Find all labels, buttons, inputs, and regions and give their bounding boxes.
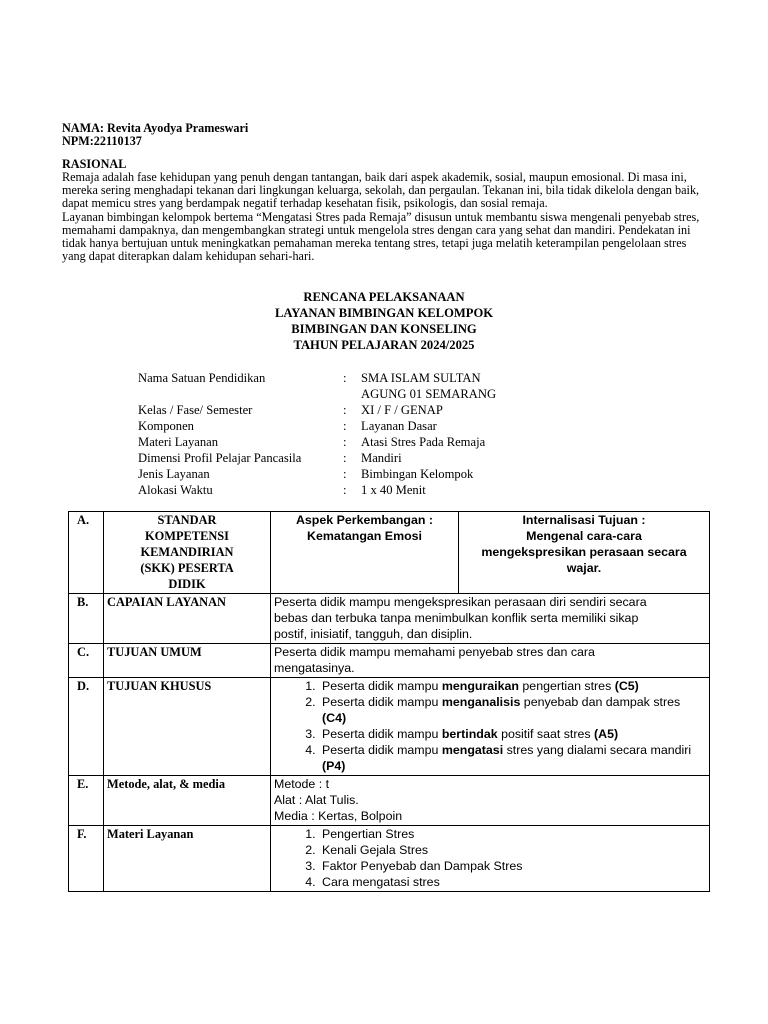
info-row: [138, 482, 658, 498]
info-value: XI / F / GENAP: [361, 403, 443, 417]
list-item: 3. Faktor Penyebab dan Dampak Stres: [319, 858, 706, 874]
row-content: Peserta didik mampu memahami penyebab stres dan cara mengatasinya.: [271, 644, 710, 678]
row-code: C.: [69, 644, 104, 678]
info-label: Dimensi Profil Pelajar Pancasila: [138, 451, 302, 465]
rasional-body: [62, 171, 712, 263]
student-npm: NPM:22110137: [62, 134, 142, 148]
info-value: Layanan Dasar: [361, 419, 437, 433]
info-row: [138, 450, 658, 466]
info-separator: :: [343, 371, 347, 385]
info-separator: :: [343, 451, 347, 465]
info-row: [138, 434, 658, 450]
objectives-list: [274, 678, 706, 774]
row-label: Materi Layanan: [104, 826, 271, 892]
info-value: 1 x 40 Menit: [361, 483, 426, 497]
material-list: [274, 826, 706, 890]
table-row: [69, 644, 710, 678]
title-line: LAYANAN BIMBINGAN KELOMPOK: [274, 306, 494, 320]
row-label: CAPAIAN LAYANAN: [104, 594, 271, 644]
row-code: B.: [69, 594, 104, 644]
title-line: RENCANA PELAKSANAAN: [303, 290, 465, 304]
row-code: A.: [69, 512, 104, 594]
list-item: 4. Cara mengatasi stres: [319, 874, 706, 890]
title-line: BIMBINGAN DAN KONSELING: [291, 322, 477, 336]
rasional-paragraph-1: Remaja adalah fase kehidupan yang penuh dengan tantangan, baik dari aspek akademik, sosial, maupun emosional. Di masa ini, mereka sering menghadapi tekanan dari lingkungan keluarga, sekolah, dan pergaulan. Tekanan ini, bila tidak dikelola dengan baik, dapat memicu stres yang berdampak negatif terhadap kesehatan fisik, psikologis, dan sosial remaja.: [62, 170, 700, 211]
table-row: [69, 826, 710, 892]
info-row: [138, 370, 658, 402]
rasional-heading: RASIONAL: [62, 157, 127, 171]
document-title: [0, 289, 768, 353]
row-content: Metode : t Alat : Alat Tulis. Media : Kertas, Bolpoin: [271, 776, 710, 826]
aspek-cell: Aspek Perkembangan : Kematangan Emosi: [271, 512, 459, 594]
row-content: [271, 826, 710, 892]
info-value: Mandiri: [361, 451, 402, 465]
row-content: Peserta didik mampu mengekspresikan perasaan diri sendiri secara bebas dan terbuka tanpa menimbulkan konflik serta memiliki sikap postif, inisiatif, tangguh, dan disiplin.: [271, 594, 710, 644]
skk-cell: STANDAR KOMPETENSI KEMANDIRIAN (SKK) PESERTA DIDIK: [104, 512, 271, 594]
list-item: 4. Peserta didik mampu mengatasi stres yang dialami secara mandiri (P4): [319, 742, 706, 774]
list-item: 3. Peserta didik mampu bertindak positif saat stres (A5): [319, 726, 706, 742]
table-row: [69, 678, 710, 776]
info-label: Nama Satuan Pendidikan: [138, 371, 266, 385]
row-label: TUJUAN KHUSUS: [104, 678, 271, 776]
table-row: [69, 512, 710, 594]
table-row: [69, 776, 710, 826]
list-item: 1. Peserta didik mampu menguraikan pengertian stres (C5): [319, 678, 706, 694]
info-label: Kelas / Fase/ Semester: [138, 403, 253, 417]
info-label: Alokasi Waktu: [138, 483, 213, 497]
row-code: D.: [69, 678, 104, 776]
info-separator: :: [343, 467, 347, 481]
internalisasi-cell: Internalisasi Tujuan : Mengenal cara-cara mengekspresikan perasaan secara wajar.: [459, 512, 710, 594]
info-row: [138, 466, 658, 482]
list-item: 2. Peserta didik mampu menganalisis penyebab dan dampak stres (C4): [319, 694, 706, 726]
info-row: [138, 402, 658, 418]
info-separator: :: [343, 403, 347, 417]
list-item: 2. Kenali Gejala Stres: [319, 842, 706, 858]
row-code: F.: [69, 826, 104, 892]
info-separator: :: [343, 419, 347, 433]
info-value: Atasi Stres Pada Remaja: [361, 435, 486, 449]
info-label: Materi Layanan: [138, 435, 219, 449]
info-label: Jenis Layanan: [138, 467, 210, 481]
row-label: TUJUAN UMUM: [104, 644, 271, 678]
info-separator: :: [343, 483, 347, 497]
rpl-table: [68, 511, 710, 892]
info-row: [138, 418, 658, 434]
identity-info: [138, 370, 658, 498]
info-separator: :: [343, 435, 347, 449]
list-item: 1. Pengertian Stres: [319, 826, 706, 842]
row-content: [271, 678, 710, 776]
row-code: E.: [69, 776, 104, 826]
info-label: Komponen: [138, 419, 194, 433]
title-line: TAHUN PELAJARAN 2024/2025: [293, 338, 475, 352]
rasional-paragraph-2: Layanan bimbingan kelompok bertema “Mengatasi Stres pada Remaja” disusun untuk membantu siswa mengenali penyebab stres, memahami dampaknya, dan mengembangkan strategi untuk mengelola stres dengan cara yang sehat dan mandiri. Pendekatan ini tidak hanya bertujuan untuk meningkatkan pemahaman mereka tentang stres, tetapi juga melatih keterampilan pengelolaan stres yang dapat diterapkan dalam kehidupan sehari-hari.: [62, 209, 700, 264]
info-value: Bimbingan Kelompok: [361, 467, 474, 481]
info-value: SMA ISLAM SULTAN AGUNG 01 SEMARANG: [361, 371, 497, 401]
student-name: NAMA: Revita Ayodya Prameswari: [62, 121, 249, 135]
table-row: [69, 594, 710, 644]
row-label: Metode, alat, & media: [104, 776, 271, 826]
